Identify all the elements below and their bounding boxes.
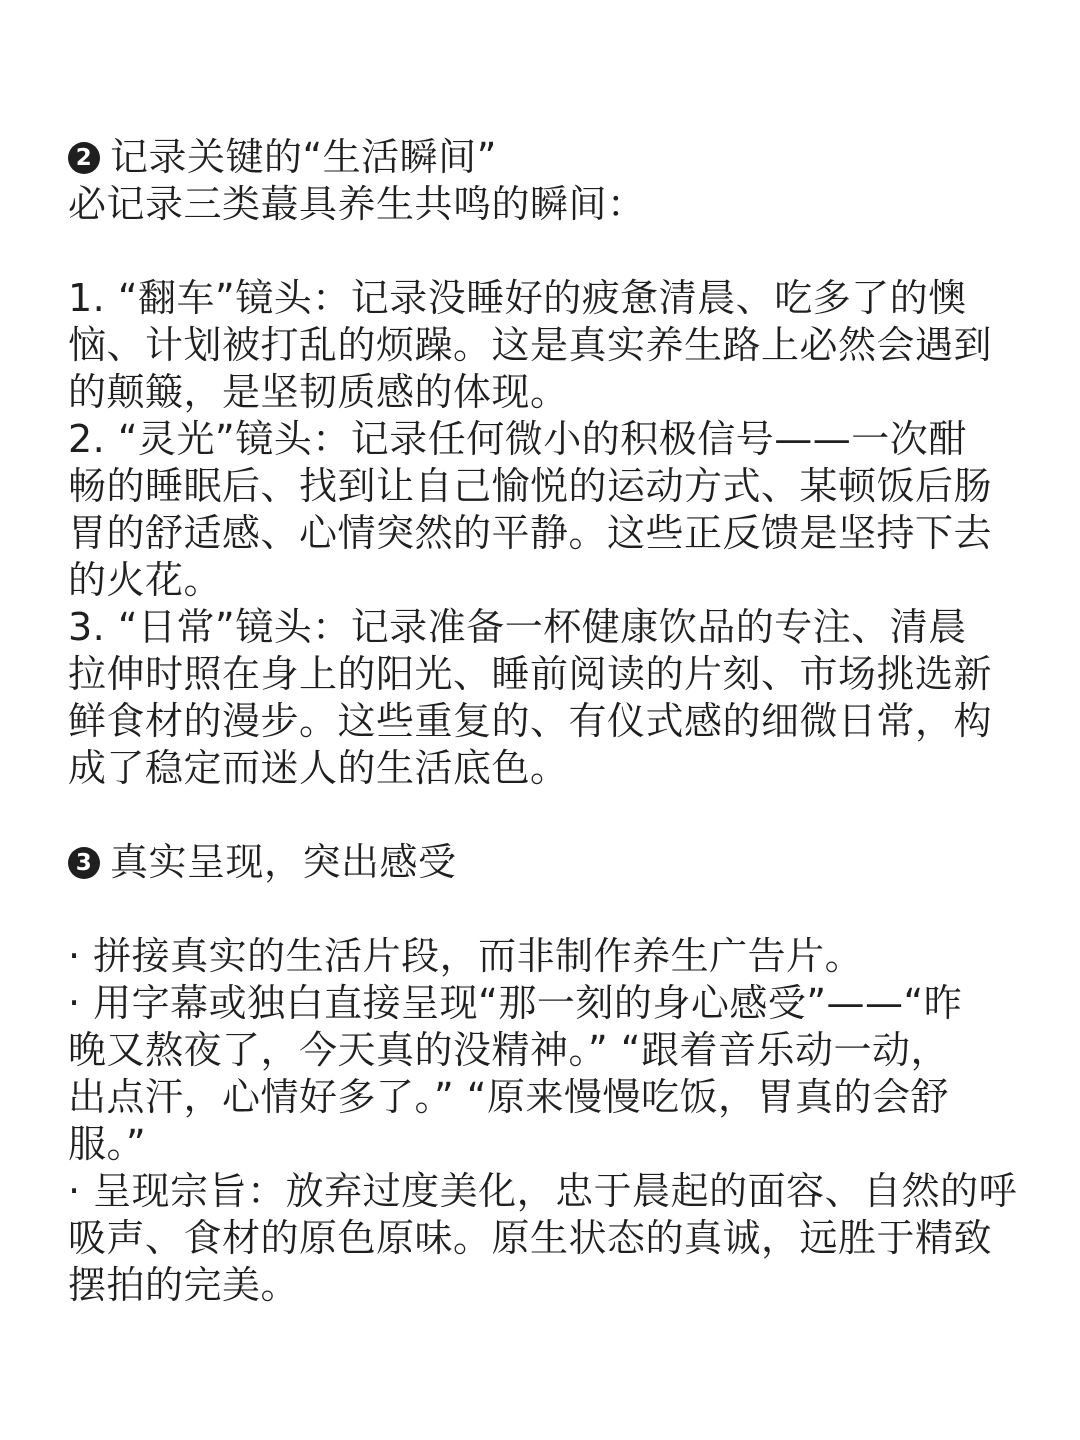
paragraph-line: 畅的睡眠后、找到让自己愉悦的运动方式、某顿饭后肠 xyxy=(68,464,993,508)
paragraph-line: 晚又熬夜了，今天真的没精神。” “跟着音乐动一动， xyxy=(68,1028,949,1072)
paragraph-line: 成了稳定而迷人的生活底色。 xyxy=(68,746,569,790)
moment-item-1 xyxy=(68,275,1016,416)
section-2-intro: 必记录三类蕞具养生共鸣的瞬间： xyxy=(68,182,646,226)
bullet-item-3 xyxy=(68,1168,1016,1309)
section-2-heading xyxy=(68,134,1016,181)
paragraph-line: 拉伸时照在身上的阳光、睡前阅读的片刻、市场挑选新 xyxy=(68,652,993,696)
paragraph-line: 出点汗，心情好多了。” “原来慢慢吃饭，胃真的会舒 xyxy=(68,1075,949,1119)
bullet-item-2 xyxy=(68,980,1016,1168)
paragraph-line: 3. “日常”镜头：记录准备一杯健康饮品的专注、清晨 xyxy=(68,605,967,649)
moment-item-2 xyxy=(68,416,1016,604)
section-3-title: 真实呈现，突出感受 xyxy=(110,840,457,884)
paragraph-line: 吸声、食材的原色原味。原生状态的真诚，远胜于精致 xyxy=(68,1216,993,1260)
number-2-badge-icon: 2 xyxy=(68,142,100,174)
number-3-badge-icon: 3 xyxy=(68,847,100,879)
paragraph-line: · 呈现宗旨：放弃过度美化，忠于晨起的面容、自然的呼 xyxy=(68,1169,1018,1213)
paragraph-line: 摆拍的完美。 xyxy=(68,1263,300,1307)
article-body xyxy=(68,134,1016,1309)
paragraph-line: · 用字幕或独白直接呈现“那一刻的身心感受”——“昨 xyxy=(68,981,963,1025)
moment-item-3 xyxy=(68,604,1016,792)
paragraph-line: 的颠簸，是坚韧质感的体现。 xyxy=(68,370,569,414)
paragraph-line: 胃的舒适感、心情突然的平静。这些正反馈是坚持下去 xyxy=(68,511,993,555)
spacer xyxy=(68,886,1016,933)
section-2-title: 记录关键的“生活瞬间” xyxy=(110,135,497,179)
paragraph-line: 服。” xyxy=(68,1122,147,1166)
spacer xyxy=(68,792,1016,839)
paragraph-line: 鲜食材的漫步。这些重复的、有仪式感的细微日常，构 xyxy=(68,699,993,743)
section-3-heading xyxy=(68,839,1016,886)
bullet-item-1 xyxy=(68,933,1016,980)
spacer xyxy=(68,228,1016,275)
paragraph-line: 2. “灵光”镜头：记录任何微小的积极信号——一次酣 xyxy=(68,417,967,461)
paragraph-line: 的火花。 xyxy=(68,558,223,602)
paragraph-line: 恼、计划被打乱的烦躁。这是真实养生路上必然会遇到 xyxy=(68,323,993,367)
paragraph-line: · 拼接真实的生活片段，而非制作养生广告片。 xyxy=(68,934,864,978)
paragraph-line: 1. “翻车”镜头：记录没睡好的疲惫清晨、吃多了的懊 xyxy=(68,276,967,320)
